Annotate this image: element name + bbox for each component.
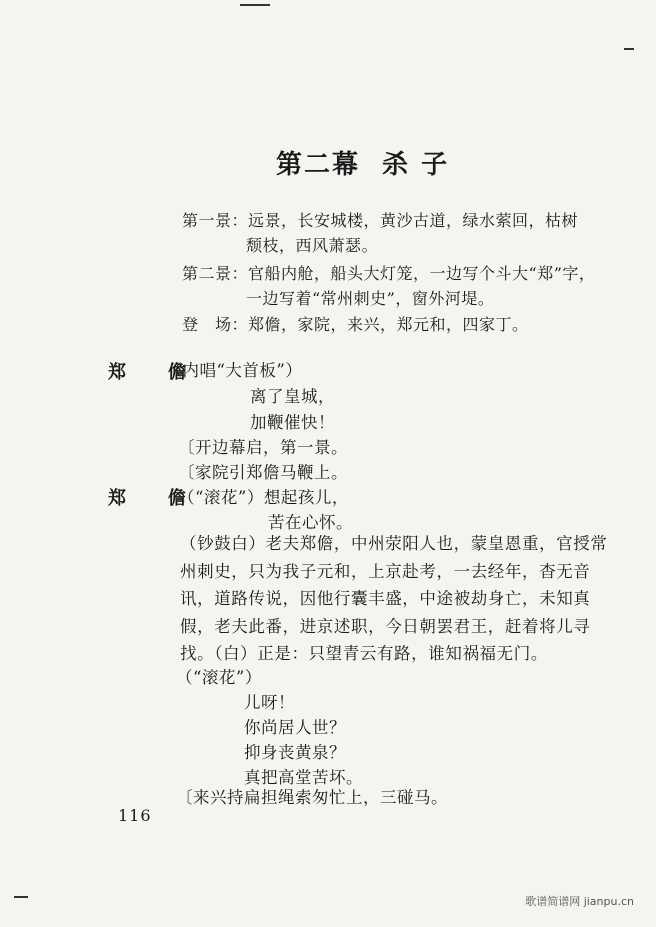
scan-mark-top bbox=[240, 4, 270, 6]
scan-mark-left bbox=[14, 896, 28, 898]
verse3-line1: 儿呀！ bbox=[244, 693, 295, 712]
watermark: 歌谱简谱网 jianpu.cn bbox=[525, 895, 634, 908]
act-title bbox=[276, 144, 449, 181]
scene1-desc1: 远景，长安城楼，黄沙古道，绿水萦回，枯树 bbox=[248, 211, 579, 230]
speech-line-2: 州刺史，只为我子元和，上京赴考，一去经年，杳无音 bbox=[180, 561, 591, 581]
stage-direction-2: 〔家院引郑儋马鞭上。 bbox=[178, 463, 348, 482]
speech-line-5: 找。（白）正是：只望青云有路，谁知祸福无门。 bbox=[180, 644, 548, 663]
verse3-line2: 你尚居人世？ bbox=[244, 718, 346, 737]
verse3-line3: 抑身丧黄泉？ bbox=[244, 743, 346, 762]
verse1-line1: 离了皇城， bbox=[250, 387, 335, 406]
scene1-line1 bbox=[182, 208, 578, 233]
verse1-line2: 加鞭催快！ bbox=[250, 413, 335, 432]
speech-line-3: 讯，道路传说，因他行囊丰盛，中途被劫身亡，未知真 bbox=[180, 589, 591, 608]
speech-paragraph bbox=[180, 530, 608, 668]
speech-line-1: （钞鼓白）老夫郑儋，中州荥阳人也，蒙皇恩重，官授常 bbox=[180, 534, 608, 553]
direction-2: （“滚花”）想起孩儿， bbox=[178, 488, 349, 507]
act-number: 第二幕 bbox=[276, 150, 361, 180]
direction-1: ·（内唱“大首板”） bbox=[168, 361, 303, 380]
cast-label: 登 场： bbox=[182, 315, 249, 334]
cast-line bbox=[182, 312, 529, 337]
stage-direction-1: 〔开边幕启，第一景。 bbox=[178, 438, 348, 457]
verse2-line1: 苦在心怀。 bbox=[268, 513, 353, 532]
scene1-label: 第一景： bbox=[182, 211, 249, 230]
cast-list: 郑儋，家院，来兴，郑元和，四家丁。 bbox=[248, 315, 529, 334]
speaker-2: 郑 儋 bbox=[108, 488, 198, 509]
scan-mark-right bbox=[624, 48, 634, 50]
scene2-label: 第二景： bbox=[182, 264, 249, 283]
scene2-desc1: 官船内舱，船头大灯笼，一边写个斗大“郑”字， bbox=[248, 264, 596, 283]
stage-direction-3: 〔来兴持扁担绳索匆忙上，三碰马。 bbox=[176, 788, 448, 807]
scene2-desc2: 一边写着“常州刺史”，窗外河堤。 bbox=[246, 289, 495, 308]
direction-3: （“滚花”） bbox=[176, 668, 262, 687]
speaker-1: 郑 儋 bbox=[108, 362, 198, 383]
page-number: 116 bbox=[118, 806, 152, 825]
speech-line-4: 假，老夫此番，进京述职，今日朝罢君王，赶着将儿寻 bbox=[180, 616, 591, 636]
scene2-line1 bbox=[182, 261, 595, 286]
scene1-desc2: 颓枝，西风萧瑟。 bbox=[246, 236, 379, 255]
act-name: 杀 子 bbox=[382, 150, 450, 180]
verse3-line4: 真把高堂苦坏。 bbox=[244, 768, 363, 787]
